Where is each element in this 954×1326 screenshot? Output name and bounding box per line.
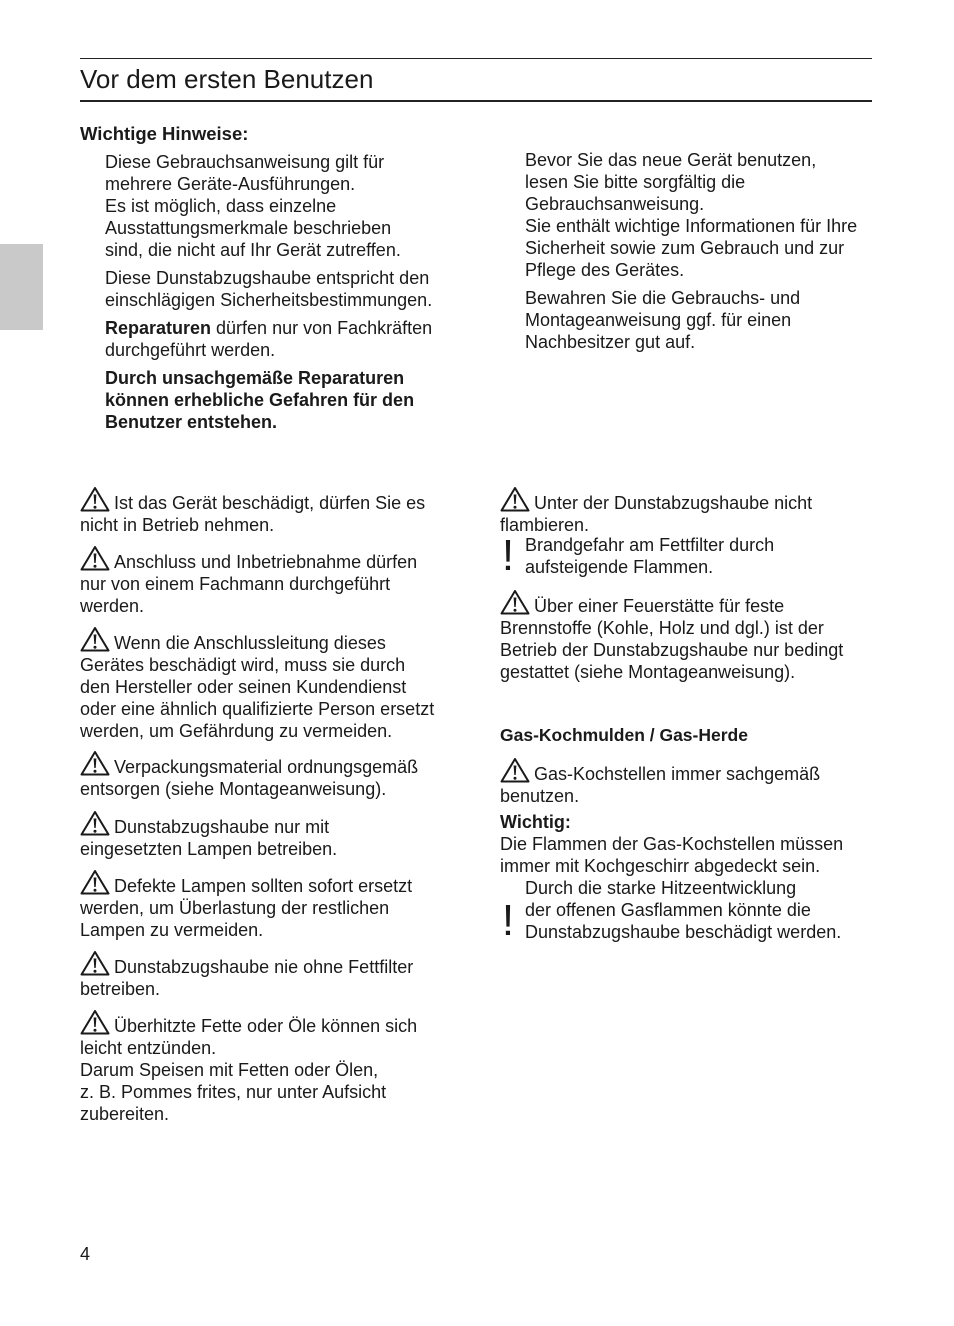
warning-item (80, 750, 452, 800)
warning-text: Dunstabzugshaube nur mit eingesetzten Lampen betreiben. (80, 817, 338, 859)
warning-item (500, 589, 872, 683)
warning-item (80, 810, 452, 860)
warning-triangle-icon (80, 810, 110, 836)
chapter-tab-marker (0, 244, 43, 330)
hinweise-right-column (525, 149, 885, 353)
warning-text: Gas-Kochstellen immer sachgemäß benutzen. (500, 764, 821, 806)
warning-text: Anschluss und Inbetriebnahme dürfen nur von einem Fachmann durchgeführt werden. (80, 552, 418, 616)
note-text-block (525, 534, 885, 578)
warning-triangle-icon (500, 589, 530, 615)
warning-text: Ist das Gerät beschädigt, dürfen Sie es nicht in Betrieb nehmen. (80, 493, 426, 535)
warning-triangle-icon (500, 486, 530, 512)
header-rule-bottom (80, 100, 872, 102)
warning-triangle-icon (80, 869, 110, 895)
section-heading-wichtige-hinweise: Wichtige Hinweise: (80, 123, 249, 144)
warning-item (80, 869, 452, 941)
warning-triangle-icon (80, 486, 110, 512)
warning-triangle-icon (500, 757, 530, 783)
exclamation-mark-icon: ! (501, 896, 515, 945)
bold-term: Reparaturen (105, 318, 212, 338)
warning-item (500, 486, 872, 536)
wichtig-block (500, 811, 880, 877)
hinweise-paragraph: Diese Gebrauchsanweisung gilt für mehrere Geräte-Ausführungen. Es ist möglich, dass einzelne Ausstattungsmerkmale beschrieben sind, die nicht auf Ihr Gerät zutreffen. (105, 152, 401, 260)
hinweise-paragraph-reparaturen (105, 317, 465, 361)
warning-text: Überhitzte Fette oder Öle können sich leicht entzünden. Darum Speisen mit Fetten oder Ölen, z. B. Pommes frites, nur unter Aufsicht zubereiten. (80, 1016, 418, 1124)
warning-item (80, 626, 452, 742)
wichtig-text: Die Flammen der Gas-Kochstellen müssen immer mit Kochgeschirr abgedeckt sein. (500, 834, 844, 876)
warning-triangle-icon (80, 545, 110, 571)
note-text: Durch die starke Hitzeentwicklung der offenen Gasflammen könnte die Dunstabzugshaube beschädigt werden. (525, 878, 842, 942)
warning-text: Dunstabzugshaube nie ohne Fettfilter betreiben. (80, 957, 414, 999)
warning-item (80, 545, 452, 617)
warning-triangle-icon (80, 750, 110, 776)
paragraph-text: dürfen nur von Fachkräften durchgeführt werden. (105, 318, 433, 360)
warning-triangle-icon (80, 1009, 110, 1035)
gas-section-heading: Gas-Kochmulden / Gas-Herde (500, 725, 748, 745)
header-rule-top (80, 58, 872, 59)
warning-item (80, 486, 452, 536)
page-title: Vor dem ersten Benutzen (80, 64, 374, 94)
note-text-block (525, 877, 885, 943)
exclamation-mark-icon: ! (501, 531, 515, 580)
warning-text: Defekte Lampen sollten sofort ersetzt werden, um Überlastung der restlichen Lampen zu vermeiden. (80, 876, 413, 940)
hinweise-paragraph: Bevor Sie das neue Gerät benutzen, lesen Sie bitte sorgfältig die Gebrauchsanweisung. Sie enthält wichtige Informationen für Ihre Sicherheit sowie zum Gebrauch und zur Pflege des Gerätes. (525, 150, 858, 280)
hinweise-paragraph: Bewahren Sie die Gebrauchs- und Montageanweisung ggf. für einen Nachbesitzer gut auf. (525, 288, 801, 352)
warning-triangle-icon (80, 950, 110, 976)
warning-text: Wenn die Anschlussleitung dieses Gerätes beschädigt wird, muss sie durch den Hersteller oder seinen Kundendienst oder eine ähnlich qualifizierte Person ersetzt werden, um Gefährdung zu vermeiden. (80, 633, 435, 741)
hinweise-left-column (105, 151, 465, 433)
warning-text: Über einer Feuerstätte für feste Brennstoffe (Kohle, Holz und dgl.) ist der Betrieb der Dunstabzugshaube nur bedingt gestattet (siehe Montageanweisung). (500, 596, 844, 682)
warning-text: Verpackungsmaterial ordnungsgemäß entsorgen (siehe Montageanweisung). (80, 757, 419, 799)
warning-item (80, 1009, 452, 1125)
warning-triangle-icon (80, 626, 110, 652)
hinweise-paragraph: Diese Dunstabzugshaube entspricht den einschlägigen Sicherheitsbestimmungen. (105, 268, 433, 310)
hinweise-bold-warning: Durch unsachgemäße Reparaturen können erhebliche Gefahren für den Benutzer entstehen. (105, 368, 415, 432)
warning-item (500, 757, 872, 807)
note-text: Brandgefahr am Fettfilter durch aufsteigende Flammen. (525, 535, 775, 577)
warning-text: Unter der Dunstabzugshaube nicht flambieren. (500, 493, 813, 535)
page-number: 4 (80, 1244, 91, 1264)
wichtig-label: Wichtig: (500, 812, 571, 832)
warning-item (80, 950, 452, 1000)
